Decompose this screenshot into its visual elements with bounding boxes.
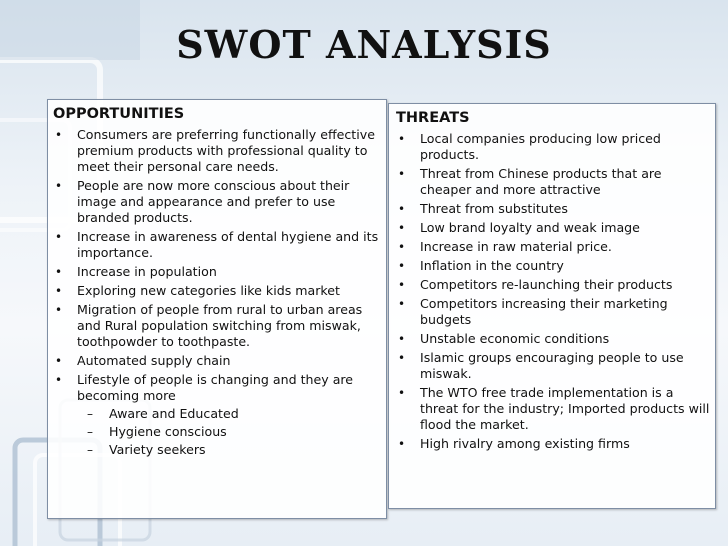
- sub-list-item: – Hygiene conscious: [87, 424, 227, 439]
- list-item: • Threat from Chinese products that are cheaper and more attractive: [398, 166, 662, 197]
- list-item: • People are now more conscious about their image and appearance and prefer to use branded products.: [55, 178, 350, 225]
- list-item: • Low brand loyalty and weak image: [398, 220, 640, 235]
- sub-list-item: – Aware and Educated: [87, 406, 239, 421]
- threats-list: [396, 131, 711, 452]
- list-item: • Unstable economic conditions: [398, 331, 610, 346]
- list-item: • Competitors increasing their marketing budgets: [398, 296, 668, 327]
- list-item: • Threat from substitutes: [398, 201, 568, 216]
- lifestyle-sublist: [77, 406, 382, 458]
- list-item: • Increase in raw material price.: [398, 239, 612, 254]
- list-item: • Increase in awareness of dental hygiene and its importance.: [55, 229, 379, 260]
- opportunities-heading: OPPORTUNITIES: [53, 106, 185, 122]
- list-item: • The WTO free trade implementation is a threat for the industry; Imported products will flood the market.: [398, 385, 710, 432]
- threats-panel: [388, 103, 716, 509]
- list-item: • Automated supply chain: [55, 353, 231, 368]
- list-item: • Increase in population: [55, 264, 217, 279]
- list-item: • Migration of people from rural to urban areas and Rural population switching from miswak, toothpowder to toothpaste.: [55, 302, 363, 349]
- list-item: • Competitors re-launching their products: [398, 277, 673, 292]
- opportunities-list: [53, 127, 382, 458]
- list-item: • Local companies producing low priced products.: [398, 131, 661, 162]
- threats-heading: THREATS: [396, 110, 470, 126]
- list-item: • Lifestyle of people is changing and they are becoming more – Aware and Educated – Hygiene conscious – Variety seekers: [53, 372, 382, 458]
- list-item: • Consumers are preferring functionally effective premium products with professional quality to meet their personal care needs.: [55, 127, 375, 174]
- opportunities-panel: [47, 99, 387, 519]
- list-item: • Islamic groups encouraging people to use miswak.: [398, 350, 684, 381]
- list-item: • Exploring new categories like kids market: [55, 283, 340, 298]
- page-title: SWOT ANALYSIS: [176, 22, 552, 67]
- list-item: • Inflation in the country: [398, 258, 564, 273]
- list-item: • High rivalry among existing firms: [398, 436, 630, 451]
- sub-list-item: – Variety seekers: [87, 442, 206, 457]
